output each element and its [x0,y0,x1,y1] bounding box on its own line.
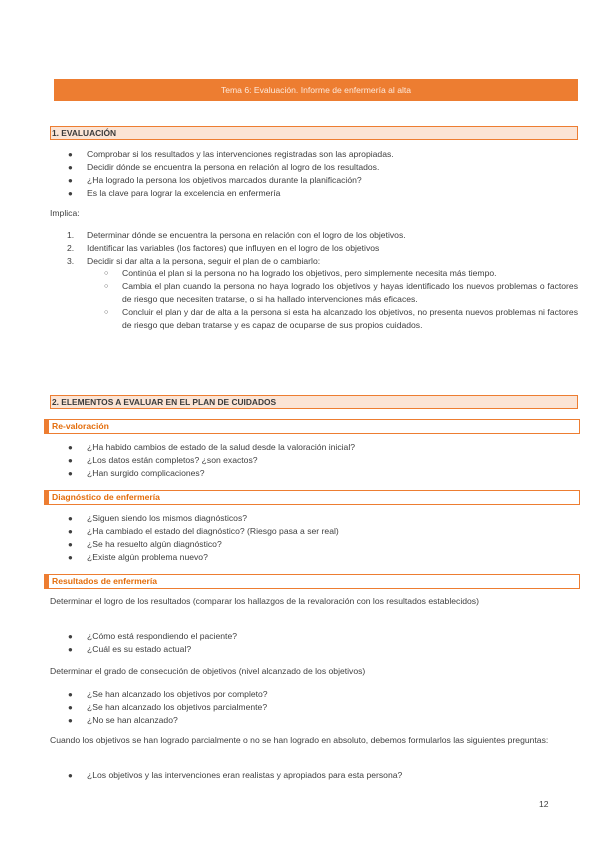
subheading-revaloracion: Re-valoración [44,419,580,434]
subheading-diagnostico: Diagnóstico de enfermería [44,490,580,505]
resultados-bullet-list-2 [0,688,268,727]
diagnostico-bullet-list [0,512,339,564]
document-header-banner: Tema 6: Evaluación. Informe de enfermería al alta [54,79,578,101]
list-item: ● ¿Los datos están completos? ¿son exactos? [68,455,258,465]
resultados-paragraph-3: Cuando los objetivos se han logrado parcialmente o no se han logrado en absoluto, debemos formularlos las siguientes preguntas: [50,735,549,745]
implica-numbered-list [0,229,406,268]
list-item: ● Es la clave para lograr la excelencia en enfermería [68,188,281,198]
list-item: ● ¿No se han alcanzado? [68,715,178,725]
evaluacion-bullet-list [0,148,394,200]
list-item: ● ¿Siguen siendo los mismos diagnósticos? [68,513,248,523]
list-item: ● ¿Ha cambiado el estado del diagnóstico? (Riesgo pasa a ser real) [68,526,339,536]
list-item: ○ Continúa el plan si la persona no ha logrado los objetivos, pero simplemente necesita más tiempo. [104,268,497,278]
list-item: ● ¿Ha habido cambios de estado de la salud desde la valoración inicial? [68,442,356,452]
list-item: ● ¿Se han alcanzado los objetivos por completo? [68,689,268,699]
list-item: ● ¿Ha logrado la persona los objetivos marcados durante la planificación? [68,175,362,185]
subheading-resultados: Resultados de enfermería [44,574,580,589]
list-item: ● Comprobar si los resultados y las intervenciones registradas son las apropiadas. [68,149,394,159]
list-item: 3. Decidir si dar alta a la persona, seguir el plan de o cambiarlo: [67,256,321,266]
resultados-paragraph-1: Determinar el logro de los resultados (comparar los hallazgos de la revaloración con los resultados establecidos) [50,596,479,606]
list-item: ● ¿Cómo está respondiendo el paciente? [68,631,238,641]
revaloracion-bullet-list [0,441,355,480]
resultados-bullet-list-3 [0,769,402,782]
list-item: ● ¿Existe algún problema nuevo? [68,552,208,562]
list-item: ● ¿Los objetivos y las intervenciones eran realistas y apropiados para esta persona? [68,770,403,780]
list-item: 2. Identificar las variables (los factores) que influyen en el logro de los objetivos [67,243,380,253]
list-item: ○ Concluir el plan y dar de alta a la persona si esta ha alcanzado los objetivos, no presenta nuevos problemas ni factores de riesgo que deban tratarse y es capaz de ocuparse de sus propios cuidados. [104,307,578,330]
list-item: ○ Cambia el plan cuando la persona no haya logrado los objetivos y hayas identificado los nuevos problemas o factores de riesgo que necesiten tratarse, o si ha hallado intervenciones más eficaces. [104,281,578,304]
list-item: ● ¿Se han alcanzado los objetivos parcialmente? [68,702,268,712]
list-item: ● ¿Han surgido complicaciones? [68,468,205,478]
list-item: 1. Determinar dónde se encuentra la persona en relación con el logro de los objetivos. [67,230,406,240]
section-heading-elementos: 2. ELEMENTOS A EVALUAR EN EL PLAN DE CUIDADOS [50,395,578,409]
resultados-paragraph-2: Determinar el grado de consecución de objetivos (nivel alcanzado de los objetivos) [50,666,366,676]
list-item: ● ¿Se ha resuelto algún diagnóstico? [68,539,222,549]
implica-label: Implica: [50,208,80,218]
section-heading-evaluacion: 1. EVALUACIÓN [50,126,578,140]
decision-sub-list [0,267,578,332]
resultados-bullet-list-1 [0,630,237,656]
list-item: ● ¿Cuál es su estado actual? [68,644,192,654]
page-number: 12 [539,799,549,809]
list-item: ● Decidir dónde se encuentra la persona en relación al logro de los resultados. [68,162,380,172]
